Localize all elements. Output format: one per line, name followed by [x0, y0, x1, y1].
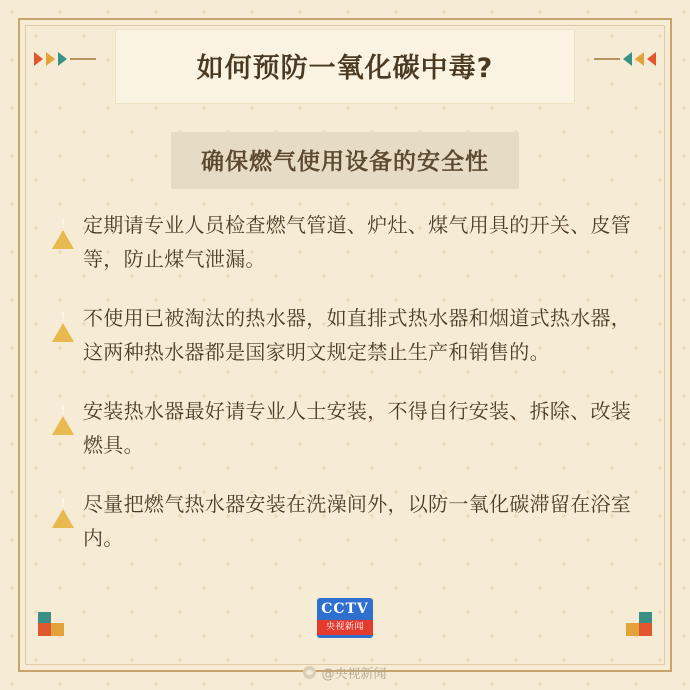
list-item-text: 不使用已被淘汰的热水器，如直排式热水器和烟道式热水器，这两种热水器都是国家明文规定禁止生产和销售的。: [83, 306, 632, 364]
warning-icon: !: [52, 213, 74, 233]
list-item-text: 尽量把燃气热水器安装在洗澡间外，以防一氧化碳滞留在浴室内。: [83, 492, 632, 550]
list-item: [52, 487, 644, 555]
list-item-text: 定期请专业人员检查燃气管道、炉灶、煤气用具的开关、皮管等，防止煤气泄漏。: [83, 213, 632, 271]
weibo-handle: [0, 663, 690, 682]
warning-icon: !: [52, 492, 74, 512]
warning-icon: !: [52, 306, 74, 326]
subtitle-section: [0, 132, 690, 189]
subtitle-text: 确保燃气使用设备的安全性: [201, 149, 489, 175]
list-item: [52, 394, 644, 462]
corner-ornament-bottom-left: [38, 612, 68, 636]
weibo-icon: [303, 666, 316, 679]
tips-list: [52, 208, 644, 580]
weibo-handle-text: @央视新闻: [321, 667, 387, 682]
corner-ornament-bottom-right: [622, 612, 652, 636]
title-box: [116, 30, 574, 103]
cctv-logo: [317, 598, 373, 638]
list-item: [52, 301, 644, 369]
list-item: [52, 208, 644, 276]
warning-icon: !: [52, 399, 74, 419]
logo-top-text: CCTV: [321, 601, 369, 617]
subtitle-banner: [171, 132, 519, 189]
logo-bottom-text: 央视新闻: [317, 620, 373, 635]
page-title: 如何预防一氧化碳中毒?: [196, 52, 494, 84]
title-section: [0, 26, 690, 106]
list-item-text: 安装热水器最好请专业人士安装，不得自行安装、拆除、改装燃具。: [83, 399, 632, 457]
